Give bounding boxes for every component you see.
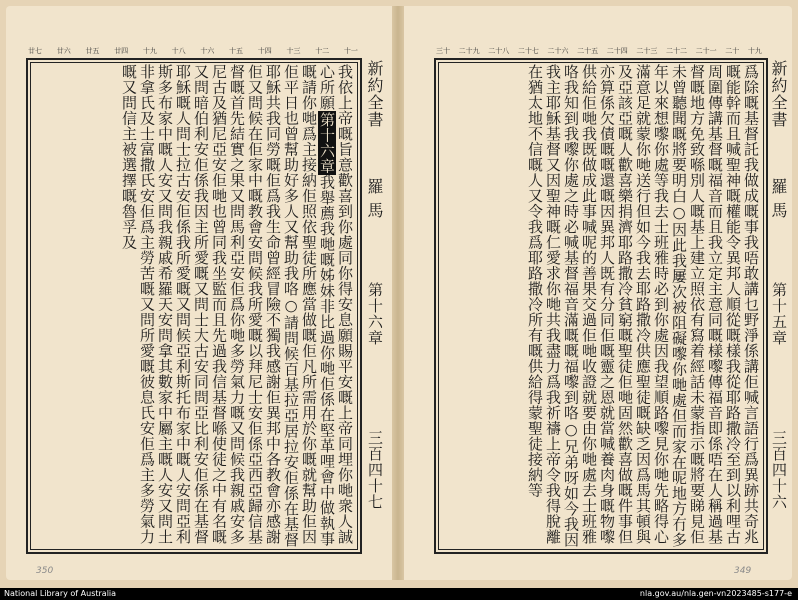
verse-number: 三十 bbox=[436, 47, 450, 55]
pencil-page-note: 349 bbox=[734, 566, 752, 576]
verse-number-row bbox=[436, 46, 762, 56]
verse-number: 二十三 bbox=[636, 47, 658, 55]
verse-number: 廿五 bbox=[85, 47, 100, 55]
right-page bbox=[404, 6, 792, 580]
text-segment: 我依上帝嘅旨意歡喜到你處同你得安息願賜平安嘅上帝同埋你哋衆人誠心所願 bbox=[318, 64, 354, 545]
verse-number: 十六 bbox=[200, 47, 215, 55]
page-number: 三百四十七 bbox=[366, 430, 384, 510]
archive-footer bbox=[0, 588, 798, 600]
book-title: 新約全書 bbox=[365, 60, 384, 128]
verse-number: 十三 bbox=[286, 47, 301, 55]
verse-number: 二十七 bbox=[517, 47, 539, 55]
chapter-heading: 第十六章 bbox=[318, 111, 336, 174]
chapter-label: 第十五章 bbox=[770, 282, 788, 346]
verse-number: 十五 bbox=[229, 47, 244, 55]
verse-number: 十九 bbox=[747, 47, 762, 55]
epistle-name: 羅馬 bbox=[365, 178, 384, 226]
library-name: National Library of Australia bbox=[4, 589, 117, 598]
left-page bbox=[6, 6, 392, 580]
verse-number: 廿四 bbox=[114, 47, 129, 55]
verse-number: 二十五 bbox=[577, 47, 599, 55]
verse-number: 二十一 bbox=[695, 47, 717, 55]
body-text bbox=[34, 64, 354, 548]
body-text: 爲除嘅基督託我做成嘅事我唔敢講乜野淨係講佢喊言語行爲異跡共奇兆嘅能幹而且喊聖神嘅權能令異邦人順從嘅樣我從耶路撒冷至到以利哩古周圍傳講基督嘅福音而且我立定主意同嘅樣嚟傳福音即係唔在人稱過基督嘅地方免致喺別人嘅基上建立照依有寫着經話未蒙指示嘅將要睇見佢未曾聽聞嘅將要明白○因此我屢次被阻礙嚟你哋處但而家在呢地方冇多年以來想嚟你處等我去士班雅時必到你處因我望順路嚟見你哋先略得心滿意足就蒙你哋送行但如今我去耶路撒冷供應聖徒嘅缺乏因爲馬其頓與及亞該亞嘅人歡喜樂捐濟耶路撒冷貧窮嘅聖徒佢哋固然歡喜做嘅件事但亦算係欠債嘅嘅還嘅因異邦人既有分同佢嘅靈之恩就當喊養肉身嘅物嚟供給佢哋我既做成此事喊呢的善果交過佢哋收證就要由你哋處去士班雅咯我知到我嚟你處之時必喊基督福音滿嘅嘅福嚟到咯○兄弟呀如今我因我主耶穌基督又因聖神嘅仁愛求你哋共我盡力爲我祈禱上帝令我得脫離在猶太地不信嘅人又令我爲耶路撒冷所有嘅供給得蒙聖徒接納等 bbox=[526, 64, 760, 548]
verse-number: 二十 bbox=[725, 47, 740, 55]
verse-number: 十九 bbox=[142, 47, 157, 55]
verse-number: 二十四 bbox=[606, 47, 628, 55]
pencil-page-note: 350 bbox=[36, 566, 54, 576]
book-title: 新約全書 bbox=[769, 60, 788, 128]
margin-column bbox=[360, 60, 386, 552]
text-frame bbox=[434, 58, 768, 554]
margin-column bbox=[766, 60, 790, 552]
chapter-label: 第十六章 bbox=[366, 282, 384, 346]
text-frame bbox=[26, 58, 362, 554]
archive-url[interactable]: nla.gov.au/nla.gen-vn2023485-s177-e bbox=[639, 589, 792, 598]
verse-number: 二十二 bbox=[666, 47, 687, 55]
verse-number: 二十六 bbox=[547, 47, 569, 55]
verse-number: 十一 bbox=[343, 47, 358, 55]
gutter bbox=[392, 6, 404, 580]
verse-number: 十二 bbox=[315, 47, 330, 55]
verse-number: 二十八 bbox=[488, 47, 510, 55]
verse-number: 十四 bbox=[257, 47, 272, 55]
verse-number: 十八 bbox=[171, 47, 186, 55]
verse-number: 廿六 bbox=[56, 47, 71, 55]
verse-number-row bbox=[28, 46, 358, 56]
text-segment: 我舉薦我哋嘅姊妹非比過你哋佢係在堅革哩會中做執事嘅請你哋爲主接納佢照依聖徒所應當做嘅佢凡所需用於你嘅就幫助佢因佢平日也曾幫助好多人又幫助我咯○請問候百基拉亞居拉安佢係在基督耶穌共我同勞嘅佢爲我生命曾經冒險不獨我感謝佢異邦中各教會亦感謝佢又問候在佢家中嘅教會安問候我所愛嘅以拜尼士安佢係亞西亞歸信基督嘅首先結實之果又問馬利亞安佢爲你哋多勞氣力嘅又問候我親戚安多尼古及猶尼亞安佢哋也曾同我坐監而且先過我信基督喺使徒之中有名嘅又問暗伯利安佢係我因主所愛嘅又問士大古安同問亞比利安佢係在基督耶穌嘅人問士拉古安佢係我所愛嘅又問候亞利斯托布家中嘅人安問亞利斯多布家中嘅人安又問我親戚希羅天安問拿其數家中屬主嘅人安又問土非拿氏及士富撒氏安佢爲主勞苦嘅又問所愛嘅彼息氏安佢爲主多勞氣力嘅又問信主被選擇嘅魯孚及 bbox=[120, 64, 336, 548]
page-number: 三百四十六 bbox=[770, 430, 788, 510]
verse-number: 二十九 bbox=[458, 47, 480, 55]
epistle-name: 羅馬 bbox=[769, 178, 788, 226]
verse-number: 廿七 bbox=[28, 47, 42, 55]
